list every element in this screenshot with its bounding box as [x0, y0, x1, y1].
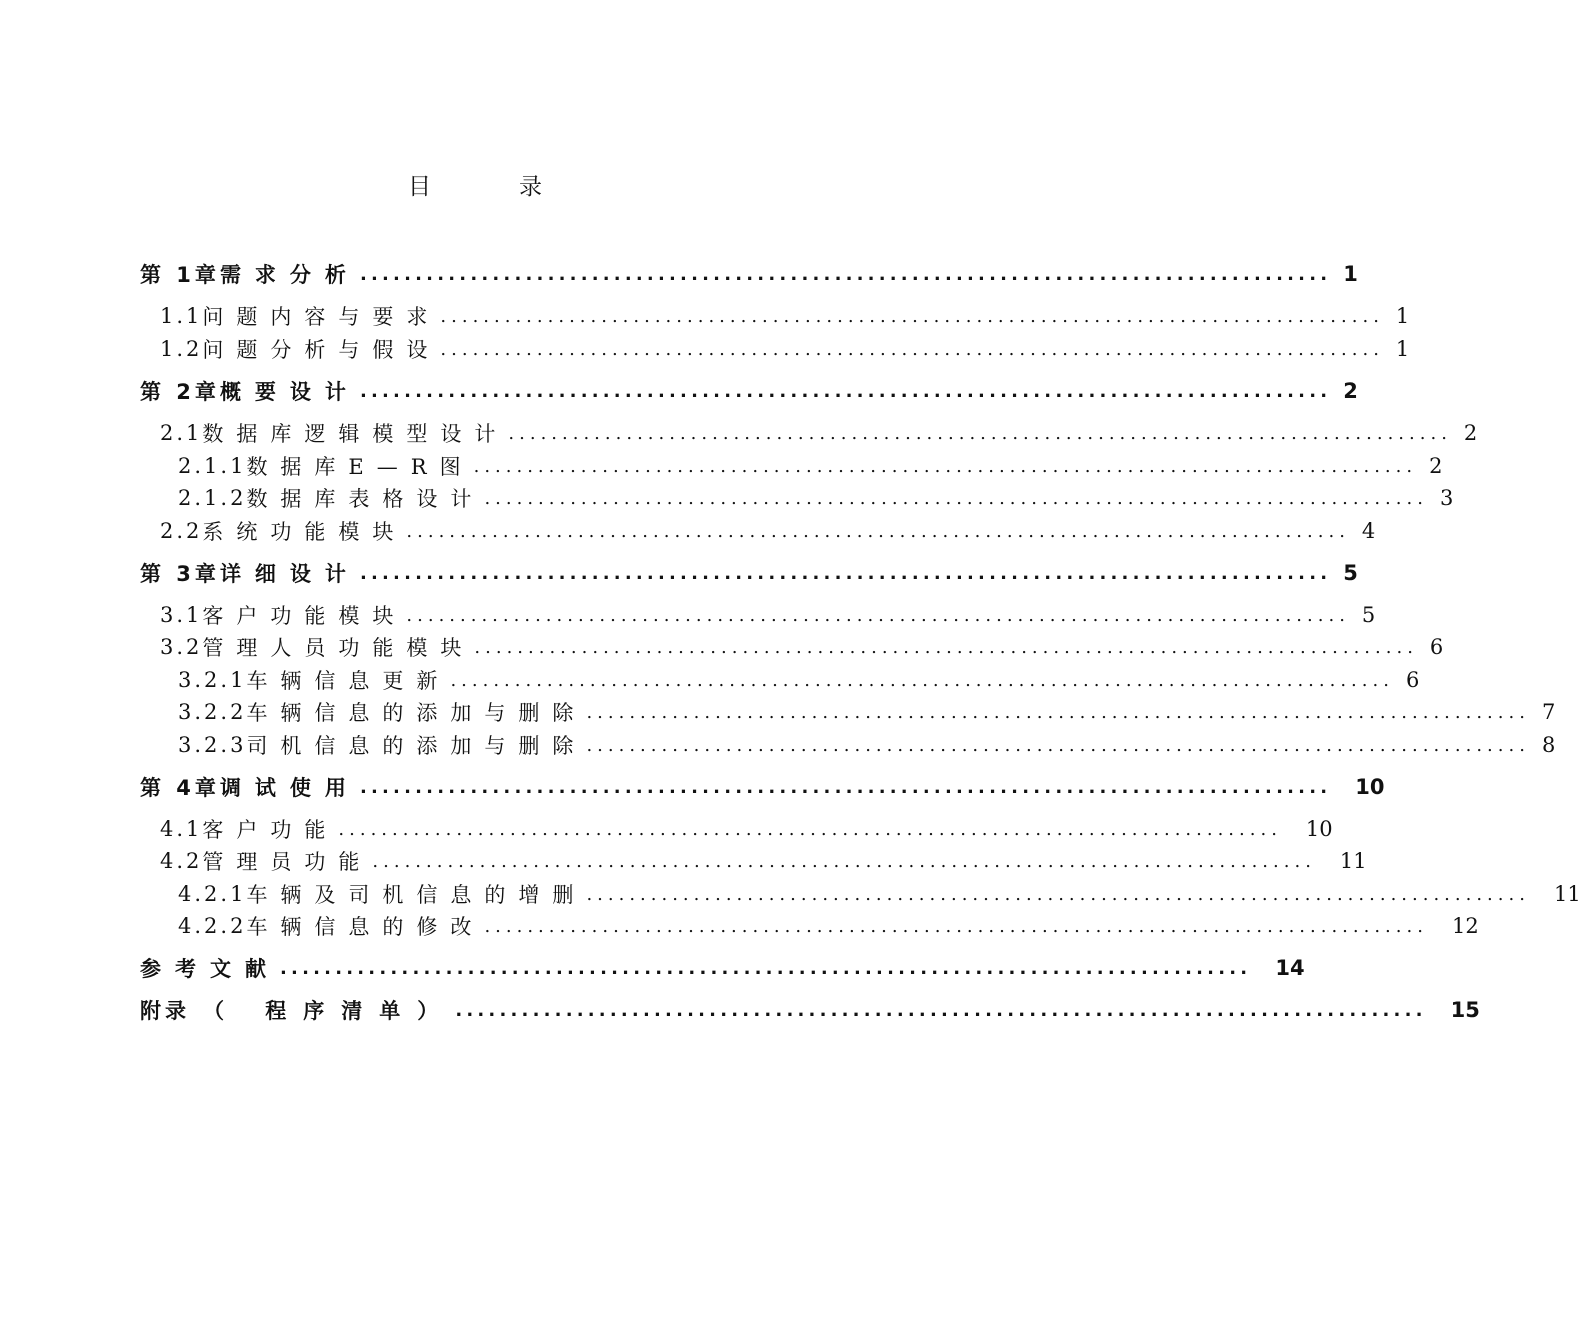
toc-entry-text: 需求分析 — [219, 263, 360, 287]
toc-leader-dots: ........................................................................................ — [440, 305, 1384, 327]
toc-entry-text: 概要设计 — [219, 380, 360, 404]
toc-entry[interactable] — [178, 483, 1454, 513]
toc-leader-dots: ........................................................................................ — [586, 734, 1530, 756]
toc-entry-number: 4.1 — [160, 817, 203, 841]
toc-leader-dots: ........................................................................................ — [406, 520, 1350, 542]
toc-leader-dots: ........................................................................................ — [484, 915, 1428, 937]
toc-leader-dots: ........................................................................................ — [586, 883, 1530, 905]
toc-entry[interactable] — [160, 814, 1333, 844]
toc-entry-number: 2.1.2 — [178, 486, 247, 510]
toc-entry-text: 车辆信息更新 — [246, 669, 451, 693]
toc-page-number: 11 — [1339, 849, 1367, 873]
toc-entry[interactable] — [140, 558, 1358, 588]
toc-leader-dots: ........................................................................................ — [440, 338, 1384, 360]
toc-leader-dots: ........................................................................................ — [359, 380, 1332, 402]
toc-entry-number: 第 2章 — [140, 380, 220, 404]
toc-page-number: 11 — [1553, 882, 1581, 906]
toc-entry-text: 客户功能 — [202, 818, 339, 842]
toc-page-number: 10 — [1355, 775, 1385, 799]
toc-entry[interactable] — [178, 730, 1556, 760]
toc-page-number: 2 — [1343, 379, 1358, 403]
toc-leader-dots: ........................................................................................ — [359, 562, 1332, 584]
toc-page-number: 2 — [1463, 421, 1478, 445]
toc-page-number: 10 — [1305, 817, 1333, 841]
toc-entry-text: 车辆信息的添加与删除 — [246, 701, 587, 725]
toc-page-number: 2 — [1429, 454, 1443, 478]
toc-entry-number: 3.2.2 — [178, 700, 247, 724]
toc-entry[interactable] — [160, 516, 1376, 546]
toc-entry-number: 4.2 — [160, 849, 203, 873]
toc-page-number: 5 — [1343, 561, 1358, 585]
toc-page-number: 12 — [1451, 914, 1479, 938]
toc-entry[interactable] — [178, 879, 1581, 909]
toc-entry[interactable] — [178, 451, 1443, 481]
toc-leader-dots: ........................................................................................ — [586, 701, 1530, 723]
toc-entry-number: 3.2.1 — [178, 668, 247, 692]
toc-entry-number: 2.2 — [160, 519, 203, 543]
toc-entry-text: 数据库逻辑模型设计 — [202, 422, 509, 446]
toc-page-number: 1 — [1395, 304, 1410, 328]
toc-entry[interactable] — [160, 334, 1410, 364]
toc-entry[interactable] — [140, 995, 1480, 1025]
toc-entry-text: 问题分析与假设 — [202, 338, 441, 362]
toc-entry-number: 3.2 — [160, 635, 203, 659]
toc-leader-dots: ........................................................................................ — [474, 636, 1418, 658]
toc-entry-number: 第 3章 — [140, 562, 220, 586]
toc-leader-dots: ........................................................................................ — [508, 422, 1452, 444]
toc-entry-number: 3.1 — [160, 603, 203, 627]
toc-entry-text: 司机信息的添加与删除 — [246, 734, 587, 758]
toc-entry-number: 第 1章 — [140, 263, 220, 287]
toc-entry[interactable] — [160, 846, 1367, 876]
toc-entry-text: 录（ 程序清单） — [165, 999, 456, 1023]
toc-entry-text: 客户功能模块 — [202, 604, 407, 628]
toc-page-number: 5 — [1361, 603, 1376, 627]
toc-entry-text: 参考文献 — [140, 957, 280, 981]
toc-title — [0, 168, 950, 201]
toc-entry-text: 管理人员功能模块 — [202, 636, 475, 660]
toc-entry[interactable] — [160, 600, 1376, 630]
toc-entry-text: 系统功能模块 — [202, 520, 407, 544]
toc-entry-number: 3.2.3 — [178, 733, 247, 757]
toc-leader-dots: ........................................................................................ — [473, 455, 1418, 477]
toc-leader-dots: ........................................................................................ — [338, 818, 1282, 840]
toc-entry[interactable] — [140, 772, 1385, 802]
toc-entry-text: 数据库E—R图 — [246, 455, 474, 479]
toc-entry-text: 车辆及司机信息的增删 — [246, 883, 587, 907]
toc-entry-text: 详细设计 — [219, 562, 360, 586]
toc-page-number: 8 — [1541, 733, 1556, 757]
toc-entry-text: 管理员功能 — [202, 850, 373, 874]
toc-page-number: 6 — [1429, 635, 1444, 659]
toc-entry-number: 2.1.1 — [178, 454, 247, 478]
toc-page-number: 6 — [1405, 668, 1420, 692]
toc-page-number: 3 — [1439, 486, 1454, 510]
toc-leader-dots: ........................................................................................ — [372, 850, 1316, 872]
toc-page-number: 1 — [1343, 262, 1358, 286]
toc-entry-text: 调试使用 — [219, 776, 360, 800]
toc-entry[interactable] — [140, 259, 1358, 289]
toc-entry-text: 车辆信息的修改 — [246, 915, 485, 939]
toc-entry-number: 2.1 — [160, 421, 203, 445]
toc-title-left: 目 — [408, 174, 431, 200]
toc-page-number: 7 — [1541, 700, 1556, 724]
toc-entry[interactable] — [160, 632, 1444, 662]
toc-entry-text: 数据库表格设计 — [246, 487, 485, 511]
toc-page-number: 14 — [1275, 956, 1305, 980]
toc-entry-number: 1.1 — [160, 304, 203, 328]
toc-entry[interactable] — [160, 418, 1478, 448]
toc-leader-dots: ........................................................................................ — [406, 604, 1350, 626]
toc-page-number: 15 — [1450, 998, 1480, 1022]
toc-entry[interactable] — [160, 301, 1410, 331]
toc-leader-dots: ........................................................................................ — [450, 669, 1394, 691]
toc-entry-number: 附 — [140, 999, 165, 1023]
toc-entry[interactable] — [140, 376, 1358, 406]
toc-entry-number: 1.2 — [160, 337, 203, 361]
toc-entry[interactable] — [178, 665, 1420, 695]
toc-leader-dots: ........................................................................................ — [484, 487, 1428, 509]
toc-leader-dots: ........................................................................................ — [359, 263, 1332, 285]
toc-entry-number: 第 4章 — [140, 776, 220, 800]
toc-entry-number: 4.2.2 — [178, 914, 247, 938]
toc-leader-dots: ........................................................................................ — [455, 999, 1427, 1021]
toc-entry-number: 4.2.1 — [178, 882, 247, 906]
toc-leader-dots: ........................................................................................ — [359, 776, 1332, 798]
toc-entry[interactable] — [178, 697, 1556, 727]
toc-entry-text: 问题内容与要求 — [202, 305, 441, 329]
toc-leader-dots: ........................................................................................ — [280, 957, 1252, 979]
toc-page-number: 1 — [1395, 337, 1410, 361]
toc-entry[interactable] — [178, 911, 1479, 941]
toc-title-right: 录 — [519, 174, 542, 200]
toc-entry[interactable] — [140, 953, 1305, 983]
toc-page-number: 4 — [1361, 519, 1376, 543]
